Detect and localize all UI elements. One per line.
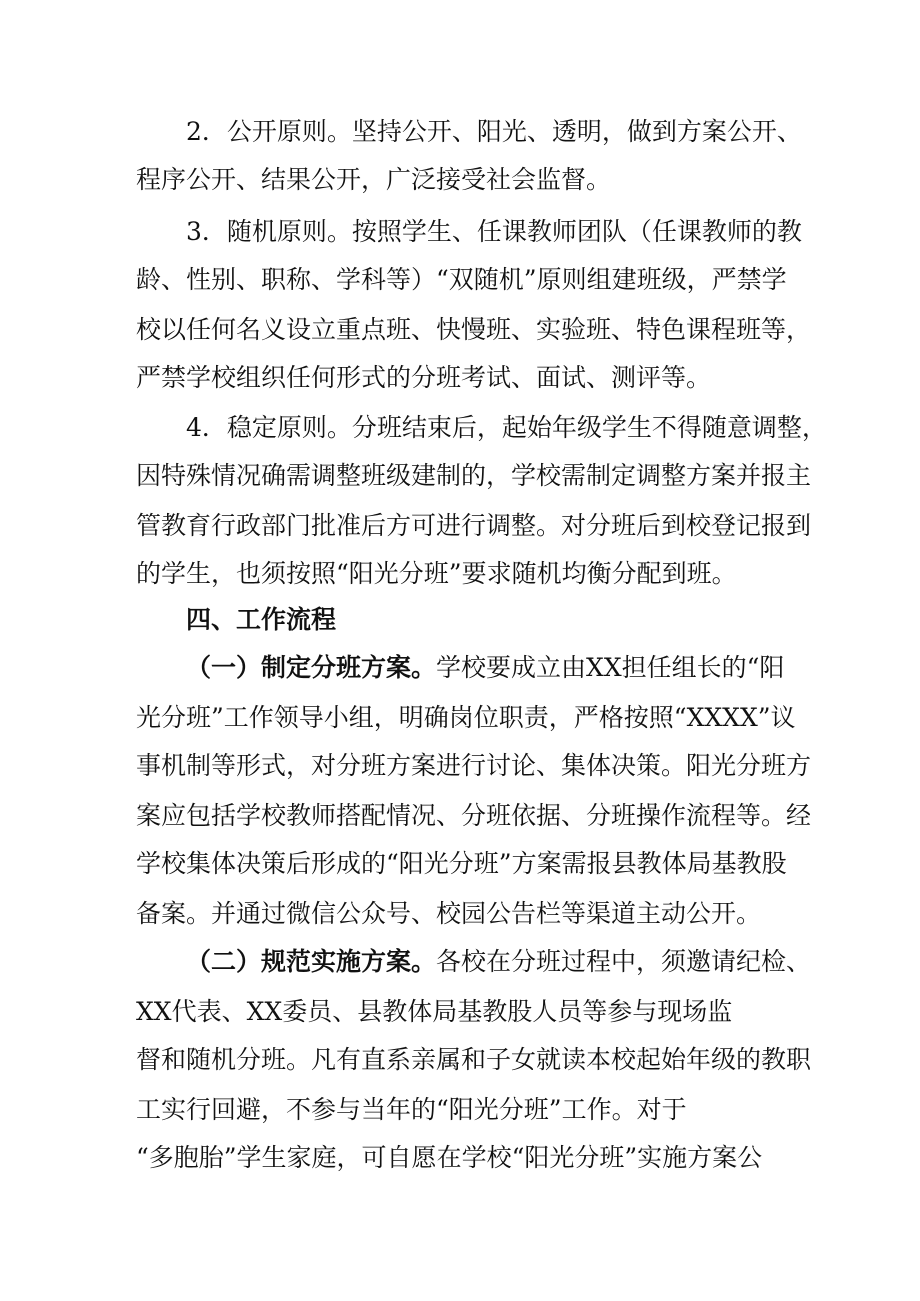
- subsection-title: （一）制定分班方案。: [186, 653, 437, 682]
- text-line: 管教育行政部门批准后方可进行调整。对分班后到校登记报到: [136, 511, 812, 540]
- text-line: 3．随机原则。按照学生、任课教师团队（任课教师的教: [186, 217, 802, 246]
- section-heading: 四、工作流程: [186, 605, 337, 634]
- text-line: 学校集体决策后形成的“阳光分班”方案需报县教体局基教股: [136, 849, 787, 878]
- text-line: 校以任何名义设立重点班、快慢班、实验班、特色课程班等，: [136, 315, 812, 344]
- text-line: 案应包括学校教师搭配情况、分班依据、分班操作流程等。经: [136, 801, 812, 830]
- text-line: [186, 652, 784, 684]
- text-span: 各校在分班过程中，须邀请纪检、: [436, 947, 812, 976]
- text-line: “多胞胎”学生家庭，可自愿在学校“阳光分班”实施方案公: [136, 1143, 763, 1172]
- text-line: 4．稳定原则。分班结束后，起始年级学生不得随意调整，: [186, 413, 827, 442]
- text-span: 学校要成立由XX担任组长的“阳: [436, 653, 785, 682]
- subsection-title: （二）规范实施方案。: [186, 947, 437, 976]
- text-line: 事机制等形式，对分班方案进行讨论、集体决策。阳光分班方: [136, 751, 812, 780]
- text-line: 2．公开原则。坚持公开、阳光、透明，做到方案公开、: [186, 117, 802, 146]
- text-line: 龄、性别、职称、学科等）“双随机”原则组建班级，严禁学: [136, 265, 787, 294]
- text-line: 备案。并通过微信公众号、校园公告栏等渠道主动公开。: [136, 899, 762, 928]
- text-line: 严禁学校组织任何形式的分班考试、面试、测评等。: [136, 363, 712, 392]
- text-line: [186, 946, 811, 978]
- text-line: XX代表、XX委员、县教体局基教股人员等参与现场监: [136, 997, 733, 1026]
- text-line: 因特殊情况确需调整班级建制的，学校需制定调整方案并报主: [136, 461, 812, 490]
- text-line: 的学生，也须按照“阳光分班”要求随机均衡分配到班。: [136, 559, 737, 588]
- text-line: 程序公开、结果公开，广泛接受社会监督。: [136, 165, 612, 194]
- text-line: 工实行回避，不参与当年的“阳光分班”工作。对于: [136, 1095, 687, 1124]
- text-line: 光分班”工作领导小组，明确岗位职责，严格按照“XXXX”议: [136, 703, 796, 732]
- text-line: 督和随机分班。凡有直系亲属和子女就读本校起始年级的教职: [136, 1045, 812, 1074]
